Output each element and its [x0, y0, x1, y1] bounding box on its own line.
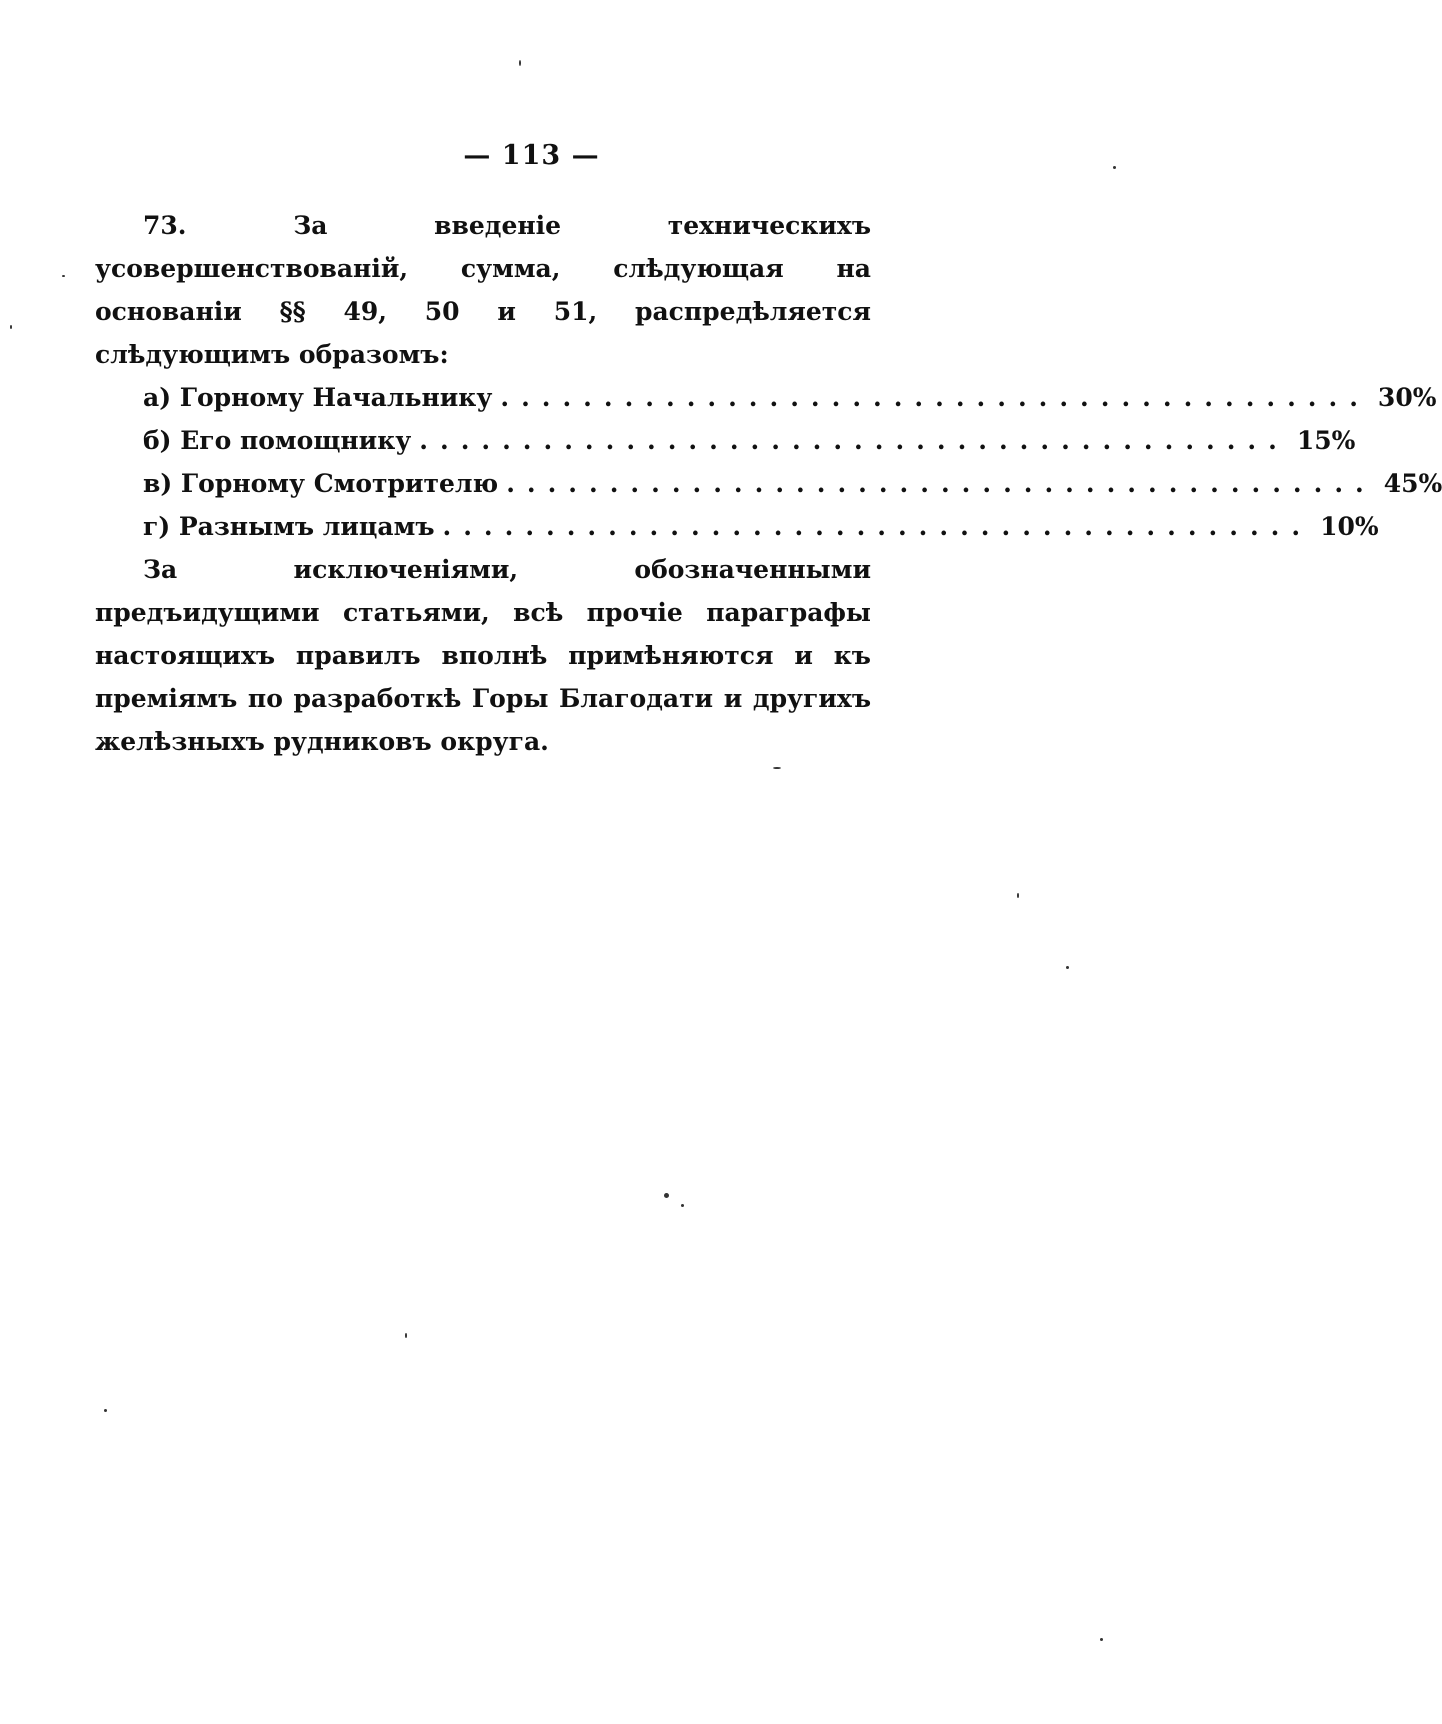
- distribution-list: [95, 376, 1442, 548]
- scan-speck: [519, 60, 521, 66]
- scan-speck: [681, 1204, 684, 1207]
- scan-speck: [664, 1193, 669, 1198]
- distribution-item: [95, 376, 1437, 419]
- page-number: — 113 —: [463, 140, 600, 171]
- dot-leader: ..........................................: [506, 469, 1376, 498]
- scan-speck: [62, 275, 65, 277]
- distribution-label: а) Горному Начальнику: [143, 383, 493, 412]
- distribution-label: в) Горному Смотрителю: [143, 469, 499, 498]
- scan-speck: [1113, 166, 1116, 169]
- distribution-label: б) Его помощнику: [143, 426, 412, 455]
- distribution-item: [95, 505, 1379, 548]
- scan-speck: [104, 1409, 107, 1412]
- scan-speck: [405, 1333, 407, 1338]
- page-content: [95, 204, 1442, 763]
- distribution-item: [95, 419, 1356, 462]
- dot-leader: ..........................................: [500, 383, 1370, 412]
- distribution-value: 30%: [1377, 383, 1437, 412]
- scan-speck: [1066, 966, 1069, 969]
- scan-speck: [773, 767, 781, 769]
- distribution-value: 45%: [1383, 469, 1442, 498]
- distribution-item: [95, 462, 1442, 505]
- paragraph-closing: За исключеніями, обозначенными предъидущими статьями, всѣ прочіе параграфы настоящихъ правилъ вполнѣ примѣняются и къ преміямъ по разработкѣ Горы Благодати и другихъ желѣзныхъ рудниковъ округа.: [95, 555, 871, 756]
- distribution-label: г) Разнымъ лицамъ: [143, 512, 435, 541]
- distribution-value: 15%: [1296, 426, 1356, 455]
- distribution-value: 10%: [1320, 512, 1379, 541]
- scan-speck: [1100, 1638, 1103, 1641]
- dot-leader: ..........................................: [442, 512, 1313, 541]
- paragraph-73: 73. За введеніе техническихъ усовершенствованій, сумма, слѣдующая на основаніи §§ 49, 50 и 51, распредѣляется слѣдующимъ образомъ:: [95, 211, 871, 369]
- scan-speck: [1017, 893, 1019, 898]
- dot-leader: ..........................................: [419, 426, 1289, 455]
- scan-speck: [10, 325, 12, 329]
